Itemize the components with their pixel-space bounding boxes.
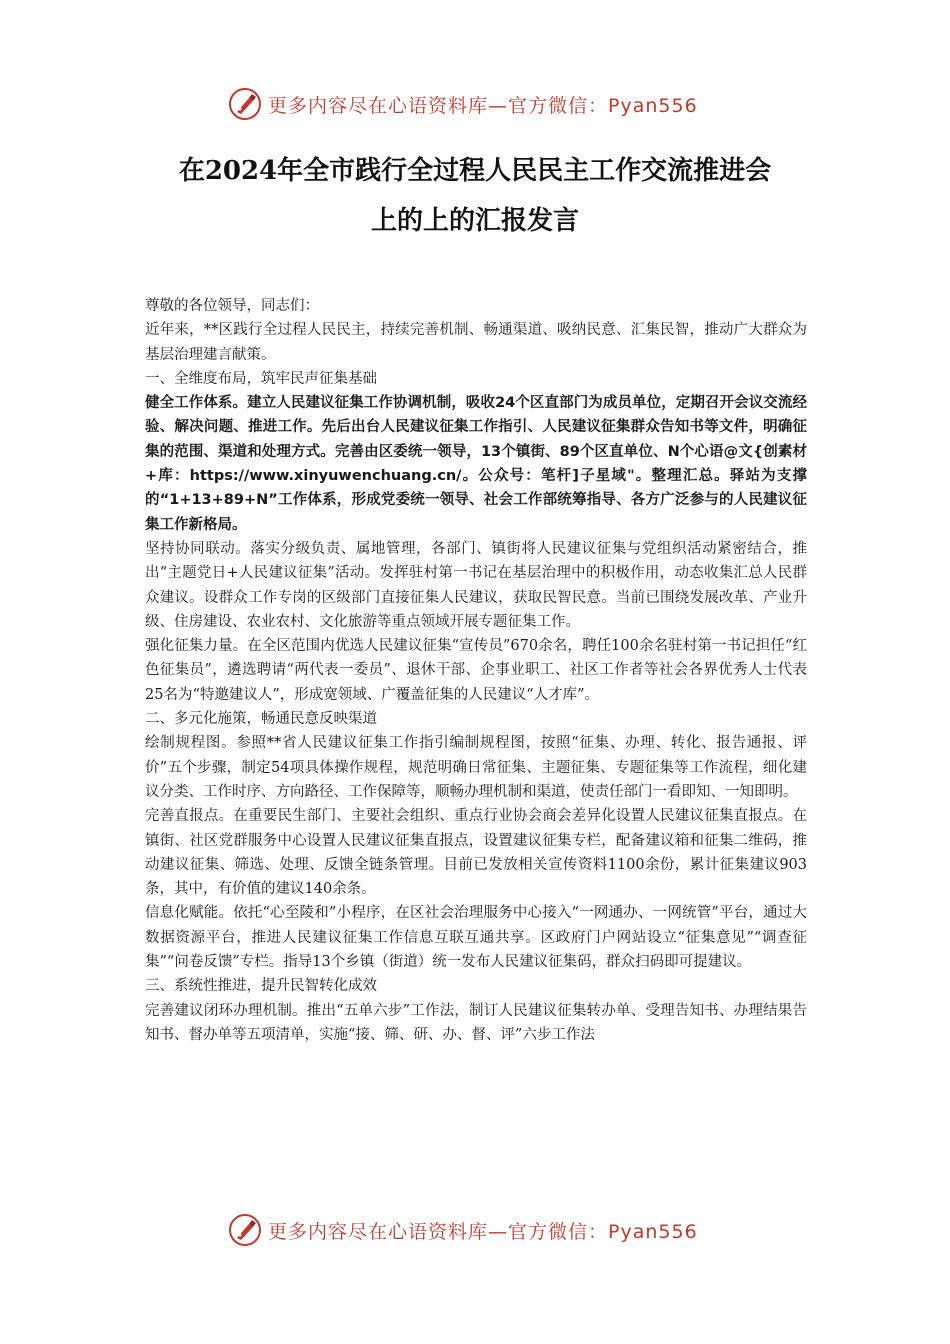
body-paragraph: 信息化赋能。依托“心至陵和”小程序，在区社会治理服务中心接入“一网通办、一网统管”平台，通过大数据资源平台，推进人民建议征集工作信息互联互通共享。区政府门户网站设立“征集意见”“调查征集”“问卷反馈”专栏。指导13个乡镇（街道）统一发布人民建议征集码，群众扫码即可提建议。 <box>145 905 807 971</box>
body-paragraph: 绘制规程图。参照**省人民建议征集工作指引编制规程图，按照“征集、办理、转化、报告通报、评价”五个步骤，制定54项具体操作规程，规范明确日常征集、主题征集、专题征集等工作流程，细化建议分类、工作时序、方向路径、工作保障等，顺畅办理机制和渠道，使责任部门一看即知、一知即明。 <box>145 735 807 800</box>
banner-text: 更多内容尽在心语资料库—官方微信：Pyan556 <box>268 94 698 117</box>
body-paragraph: 健全工作体系。建立人民建议征集工作协调机制，吸收24个区直部门为成员单位，定期召开会议交流经验、解决问题、推进工作。先后出台人民建议征集工作指引、人民建议征集群众告知书等文件，明确征集的范围、渠道和处理方式。完善由区委统一领导，13个镇街、89个区直单位、N个心语@文{创素材+库：https://www.xinyuwenchuang.cn/。公众号：笔杆]子星域"。整理汇总。驿站为支撑的“1+13+89+N”工作体系，形成党委统一领导、社会工作部统筹指导、各方广泛参与的人民建议征集工作新格局。 <box>145 395 807 533</box>
body-paragraph: 完善直报点。在重要民生部门、主要社会组织、重点行业协会商会差异化设置人民建议征集直报点。在镇街、社区党群服务中心设置人民建议征集直报点，设置建议征集专栏，配备建议箱和征集二维码，推动建议征集、筛选、处理、反馈全链条管理。目前已发放相关宣传资料1100余份，累计征集建议903条，其中，有价值的建议140余条。 <box>145 808 807 898</box>
intro-paragraph: 近年来，**区践行全过程人民民主，持续完善机制、畅通渠道、吸纳民意、汇集民智，推动广大群众为基层治理建言献策。 <box>145 322 807 363</box>
section-heading: 二、多元化施策，畅通民意反映渠道 <box>145 711 377 728</box>
title-line: 在2024年全市践行全过程人民民主工作交流推进会 <box>178 156 772 186</box>
document-body <box>145 294 807 1047</box>
banner-text: 更多内容尽在心语资料库—官方微信：Pyan556 <box>268 1220 698 1243</box>
pen-nib-icon <box>228 1213 262 1247</box>
title-line: 上的上的汇报发言 <box>370 206 579 236</box>
body-paragraph: 坚持协同联动。落实分级负责、属地管理，各部门、镇街将人民建议征集与党组织活动紧密结合，推出“主题党日+人民建议征集”活动。发挥驻村第一书记在基层治理中的积极作用，动态收集汇总人民群众建议。设群众工作专岗的区级部门直接征集人民建议，获取民智民意。当前已围绕发展改革、产业升级、住房建设、农业农村、文化旅游等重点领域开展专题征集工作。 <box>145 540 807 630</box>
section-heading: 三、系统性推进，提升民智转化成效 <box>145 978 377 995</box>
section-heading: 一、全维度布局，筑牢民声征集基础 <box>145 370 377 387</box>
header-watermark-banner <box>228 84 728 124</box>
salutation: 尊敬的各位领导，同志们： <box>145 298 319 314</box>
pen-nib-icon <box>228 87 262 121</box>
body-paragraph: 完善建议闭环办理机制。推出“五单六步”工作法，制订人民建议征集转办单、受理告知书、办理结果告知书、督办单等五项清单，实施“接、筛、研、办、督、评”六步工作法 <box>145 1002 807 1043</box>
footer-watermark-banner <box>228 1210 728 1250</box>
document-title <box>130 146 820 246</box>
body-paragraph: 强化征集力量。在全区范围内优选人民建议征集“宣传员”670余名，聘任100余名驻村第一书记担任“红色征集员”，遴选聘请“两代表一委员”、退休干部、企事业职工、社区工作者等社会各界优秀人士代表25名为“特邀建议人”，形成宽领域、广覆盖征集的人民建议“人才库”。 <box>145 638 807 703</box>
